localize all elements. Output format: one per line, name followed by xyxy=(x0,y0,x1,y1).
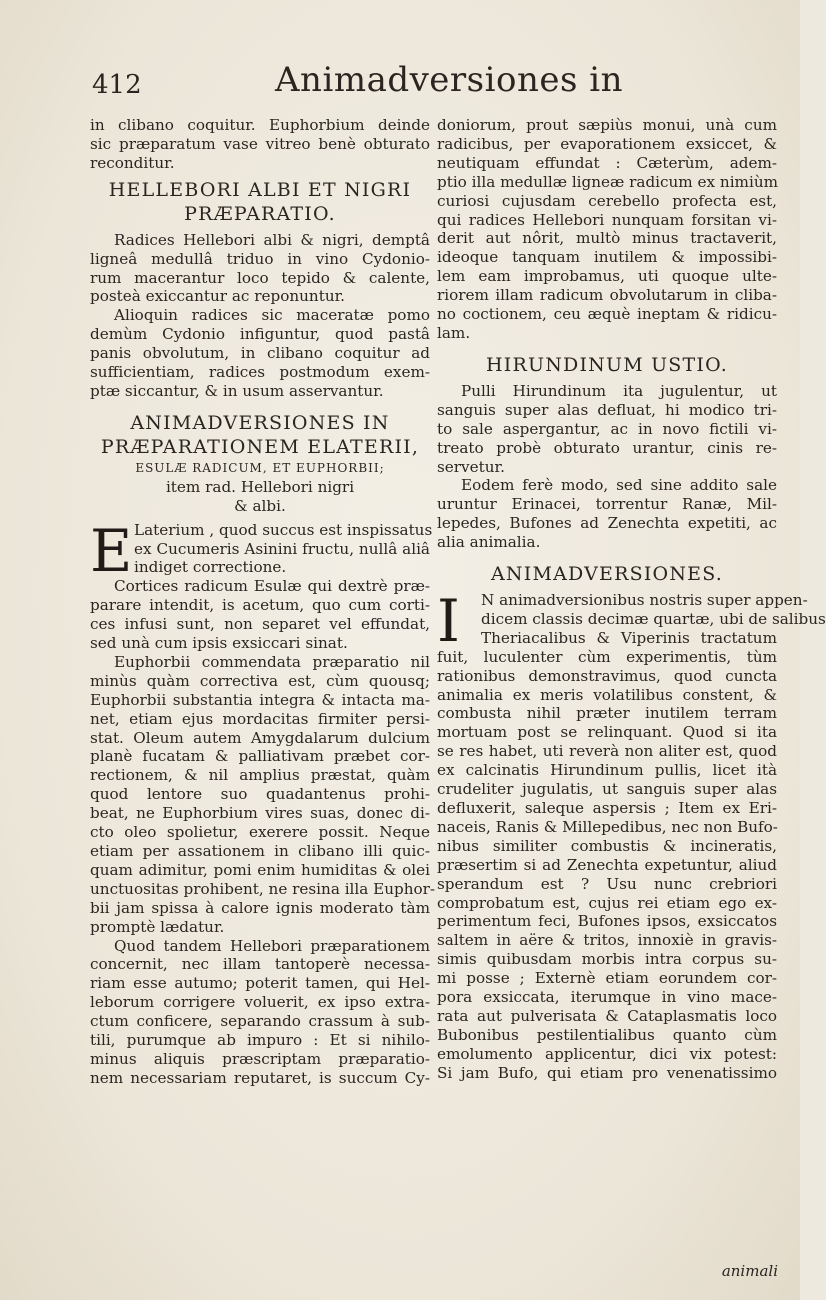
text-line: Cortices radicum Esulæ qui dextrè præ- xyxy=(114,577,430,596)
text-line: quod lentore suo quadantenus prohi- xyxy=(90,785,430,804)
text-line: defluxerit, saleque aspersis ; Item ex Eri- xyxy=(437,799,777,817)
heading-line: ANIMADVERSIONES. xyxy=(491,563,723,586)
paragraph-r3 xyxy=(437,476,777,552)
text-line: Alioquin radices sic maceratæ pomo xyxy=(114,306,430,325)
text-line: etiam per assationem in clibano illi quic- xyxy=(90,842,430,860)
text-line: nibus similiter combustis & incineratis, xyxy=(437,836,777,855)
text-line: sperandum est ? Usu nunc crebriori xyxy=(437,874,777,893)
text-line: Quod tandem Hellebori præparationem xyxy=(114,936,430,955)
text-line: lam. xyxy=(437,323,471,342)
text-line: pora exsiccata, iterumque in vino mace- xyxy=(437,988,777,1007)
text-line: dicem classis decimæ quartæ, ubi de salibus xyxy=(481,609,826,628)
text-line: tili, purumque ab impuro : Et si nihilo- xyxy=(90,1031,430,1050)
section-heading-hellebori xyxy=(90,178,430,226)
text-line: sanguis super alas defluat, hi modico tri- xyxy=(437,400,777,419)
text-line: Laterium , quod succus est inspissatus xyxy=(134,520,433,539)
text-line: unctuositas prohibent, ne resina illa Euphor- xyxy=(90,879,436,898)
paragraph-1 xyxy=(90,116,430,173)
text-line: Euphorbii substantia integra & intacta ma- xyxy=(90,690,430,709)
paragraph-4 xyxy=(90,516,433,585)
text-line: ex calcinatis Hirundinum pullis, licet ità xyxy=(437,761,777,780)
text-line: se res habet, uti reverà non aliter est, quod xyxy=(437,742,777,761)
text-line: servetur. xyxy=(437,457,505,476)
text-line: promptè lædatur. xyxy=(90,917,225,936)
paragraph-6 xyxy=(90,652,436,937)
text-line: indiget correctione. xyxy=(134,558,287,577)
text-line: neutiquam effundat : Cæterùm, adem- xyxy=(437,153,777,172)
text-line: derit aut nôrit, multò minus tractaverit, xyxy=(437,229,777,248)
text-line: Si jam Bufo, qui etiam pro venenatissimo xyxy=(437,1063,777,1082)
text-line: combusta nihil præter inutilem terram xyxy=(437,704,777,723)
left-column xyxy=(90,116,436,1088)
text-line: cto oleo spolietur, exerere possit. Neque xyxy=(90,823,430,842)
text-line: rationibus demonstravimus, quod cuncta xyxy=(437,666,777,685)
text-line: no coctionem, ceu æquè ineptam & ridicu- xyxy=(437,305,777,324)
paragraph-r2 xyxy=(437,382,777,477)
text-line: mi posse ; Externè etiam eorundem cor- xyxy=(437,969,777,988)
text-line: beat, ne Euphorbium vires suas, donec di- xyxy=(90,804,430,823)
text-line: minùs quàm correctiva est, cùm quousq; xyxy=(90,671,430,690)
text-line: Pulli Hirundinum ita jugulentur, ut xyxy=(461,381,777,400)
text-line: radicibus, per evaporationem exsiccet, & xyxy=(437,134,777,153)
text-line: reconditur. xyxy=(90,153,175,172)
catchword: animali xyxy=(721,1262,778,1280)
paragraph-7 xyxy=(90,937,430,1088)
text-line: net, etiam ejus mordacitas firmiter persi- xyxy=(90,709,430,728)
text-line: mortuam post se relinquant. Quod si ita xyxy=(437,723,777,742)
drop-cap: E xyxy=(90,516,133,585)
text-line: ptio illa medullæ ligneæ radicum ex nimiùm xyxy=(437,172,778,191)
text-line: simis quibusdam morbis intra corpus su- xyxy=(437,950,777,969)
text-line: rectionem, & nil amplius præstat, quàm xyxy=(90,766,430,785)
text-line: saltem in aëre & tritos, innoxiè in gravis- xyxy=(437,931,777,950)
text-line: sic præparatum vase vitreo benè obturato xyxy=(90,134,430,153)
text-line: concernit, nec illam tantoperè necessa- xyxy=(90,955,430,974)
text-line: qui radices Hellebori nunquam forsitan vi- xyxy=(437,210,777,229)
text-line: demùm Cydonio infiguntur, quod pastâ xyxy=(90,325,430,344)
text-line: bii jam spissa à calore ignis moderato tàm xyxy=(90,898,430,917)
text-line: sufficientiam, radices postmodum exem- xyxy=(90,363,430,382)
paragraph-5 xyxy=(90,577,430,653)
text-line: N animadversionibus nostris super appen- xyxy=(481,591,808,610)
text-line: ex Cucumeris Asinini fructu, nullâ aliâ xyxy=(134,539,430,558)
right-column xyxy=(437,116,826,1083)
text-line: curiosi cujusdam cerebello profecta est, xyxy=(437,191,777,210)
text-line: Radices Hellebori albi & nigri, demptâ xyxy=(114,230,430,249)
text-line: planè fucatam & palliativam præbet cor- xyxy=(90,747,430,766)
text-line: panis obvolutum, in clibano coquitur ad xyxy=(90,344,430,363)
heading-line: ESULÆ RADICUM, ET EUPHORBII; xyxy=(135,460,385,475)
text-line: emolumento applicentur, dici vix potest: xyxy=(437,1044,777,1063)
text-line: naceis, Ranis & Millepedibus, nec non Bufo- xyxy=(437,817,778,836)
text-line: rum macerantur loco tepido & calente, xyxy=(90,268,430,287)
text-line: sed unà cum ipsis exsiccari sinat. xyxy=(90,634,348,653)
text-line: uruntur Erinacei, torrentur Ranæ, Mil- xyxy=(437,495,777,514)
text-line: perimentum feci, Bufones ipsos, exsiccatos xyxy=(437,912,777,931)
drop-cap: I xyxy=(437,587,460,656)
paragraph-r1 xyxy=(437,116,777,343)
paragraph-r4 xyxy=(437,587,826,1083)
text-line: treato probè obturato urantur, cinis re- xyxy=(437,438,777,457)
page-number: 412 xyxy=(92,70,142,100)
heading-line: & albi. xyxy=(234,496,286,515)
section-heading-animadversiones xyxy=(437,562,777,586)
text-line: minus aliquis præscriptam præparatio- xyxy=(90,1049,430,1068)
heading-line: item rad. Hellebori nigri xyxy=(165,477,355,496)
text-line: ideoque tanquam inutilem & impossibi- xyxy=(437,248,777,267)
page-header xyxy=(0,52,800,102)
text-line: ptæ siccantur, & in usum asservantur. xyxy=(90,381,384,400)
paragraph-3 xyxy=(90,306,430,401)
paragraph-2 xyxy=(90,231,430,307)
text-line: stat. Oleum autem Amygdalarum dulcium xyxy=(90,728,430,747)
text-line: riorem illam radicum obvolutarum in cliba- xyxy=(437,286,777,305)
text-line: quam adimitur, pomi enim humiditas & olei xyxy=(90,860,430,879)
heading-line: ANIMADVERSIONES IN xyxy=(130,411,390,434)
text-line: Theriacalibus & Viperinis tractatum xyxy=(481,628,777,647)
heading-line: HIRUNDINUM USTIO. xyxy=(486,353,728,376)
text-line: ces infusi sunt, non separet vel effundat, xyxy=(90,615,430,634)
text-line: to sale aspergantur, ac in novo fictili vi- xyxy=(437,419,777,438)
text-line: alia animalia. xyxy=(437,533,541,552)
text-line: Bubonibus pestilentialibus quanto cùm xyxy=(437,1025,777,1044)
heading-line: HELLEBORI ALBI ET NIGRI xyxy=(108,178,412,201)
running-title: Animadversiones in xyxy=(275,60,624,100)
text-line: in clibano coquitur. Euphorbium deinde xyxy=(90,116,430,134)
text-line: posteà exiccantur ac reponuntur. xyxy=(90,287,346,306)
heading-line: PRÆPARATIO. xyxy=(184,202,336,225)
text-line: lepedes, Bufones ad Zenechta expetiti, ac xyxy=(437,514,777,533)
section-heading-hirundinum xyxy=(437,353,777,377)
text-line: Eodem ferè modo, sed sine addito sale xyxy=(461,476,777,495)
text-line: Euphorbii commendata præparatio nil xyxy=(114,652,430,671)
text-line: animalia ex meris volatilibus constent, & xyxy=(437,685,777,704)
text-line: ctum conficere, separando crassum à sub- xyxy=(90,1012,430,1031)
text-line: crudeliter jugulatis, ut sanguis super alas xyxy=(437,780,777,799)
text-line: comprobatum est, cujus rei etiam ego ex- xyxy=(437,893,777,912)
text-line: parare intendit, is acetum, quo cum corti- xyxy=(90,596,430,615)
text-line: fuit, luculenter cùm experimentis, tùm xyxy=(437,647,777,666)
text-line: lem eam improbamus, uti quoque ulte- xyxy=(437,267,777,286)
section-heading-animadversiones-elaterii xyxy=(90,411,430,516)
heading-line: PRÆPARATIONEM ELATERII, xyxy=(100,435,420,458)
text-line: ligneâ medullâ triduo in vino Cydonio- xyxy=(90,249,430,268)
text-line: nem necessariam reputaret, is succum Cy- xyxy=(90,1068,430,1087)
text-line: rata aut pulverisata & Cataplasmatis loco xyxy=(437,1006,777,1025)
text-line: doniorum, prout sæpiùs monui, unà cum xyxy=(437,116,777,134)
text-line: leborum corrigere voluerit, ex ipso extra- xyxy=(90,993,430,1012)
text-line: riam esse autumo; poterit tamen, qui Hel- xyxy=(90,974,430,993)
text-line: præsertim si ad Zenechta expetuntur, aliud xyxy=(437,855,777,874)
